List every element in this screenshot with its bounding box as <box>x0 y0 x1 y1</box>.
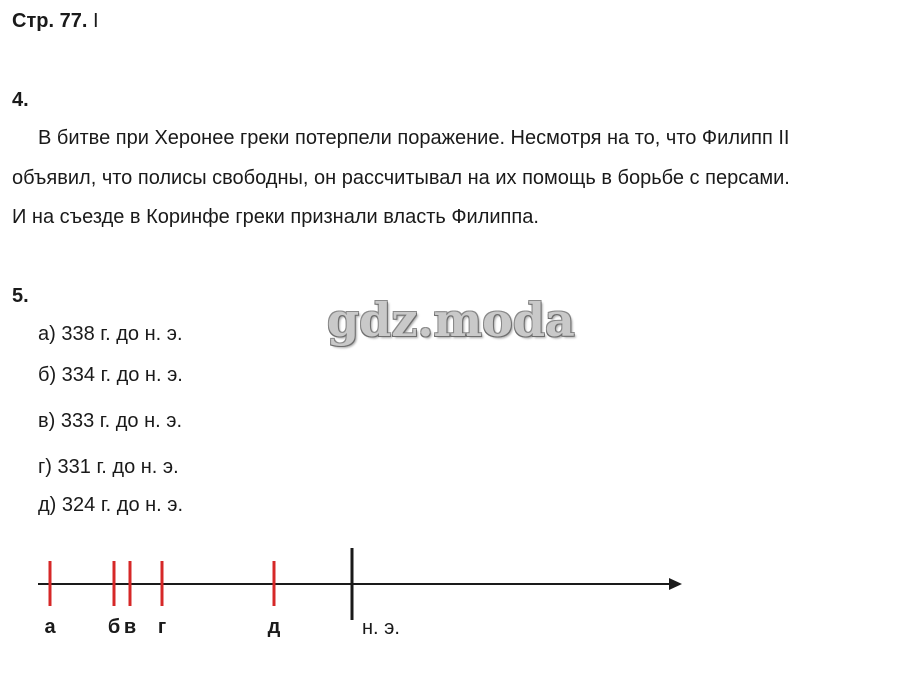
timeline-marks <box>44 561 280 638</box>
text-cursor: I <box>92 10 99 32</box>
answer-d: д) 324 г. до н. э. <box>38 494 184 516</box>
answer-g: г) 331 г. до н. э. <box>38 456 179 478</box>
task-4-line-3: И на съезде в Коринфе греки признали власть Филиппа. <box>12 206 539 228</box>
answer-v: в) 333 г. до н. э. <box>38 410 183 432</box>
timeline-arrow-icon <box>669 578 682 590</box>
answer-a: а) 338 г. до н. э. <box>38 323 183 345</box>
timeline <box>0 535 915 645</box>
task-4-line-2: объявил, что полисы свободны, он рассчитывал на их помощь в борьбе с персами. <box>12 167 790 189</box>
era-label: н. э. <box>362 617 400 639</box>
watermark-logo: gdz.moda <box>327 293 575 347</box>
timeline-mark-label-3: г <box>157 616 167 638</box>
task-5-number: 5. <box>12 285 29 307</box>
timeline-mark-label-2: в <box>123 616 137 638</box>
task-4-number: 4. <box>12 89 29 111</box>
page-title: Стр. 77. <box>12 10 88 32</box>
timeline-mark-label-1: б <box>107 616 121 638</box>
page-header <box>12 10 99 33</box>
timeline-mark-label-0: а <box>44 616 56 638</box>
answer-b: б) 334 г. до н. э. <box>38 364 183 386</box>
task-4-line-1: В битве при Херонее греки потерпели поражение. Несмотря на то, что Филипп II <box>38 127 790 149</box>
timeline-mark-label-4: д <box>267 616 281 638</box>
